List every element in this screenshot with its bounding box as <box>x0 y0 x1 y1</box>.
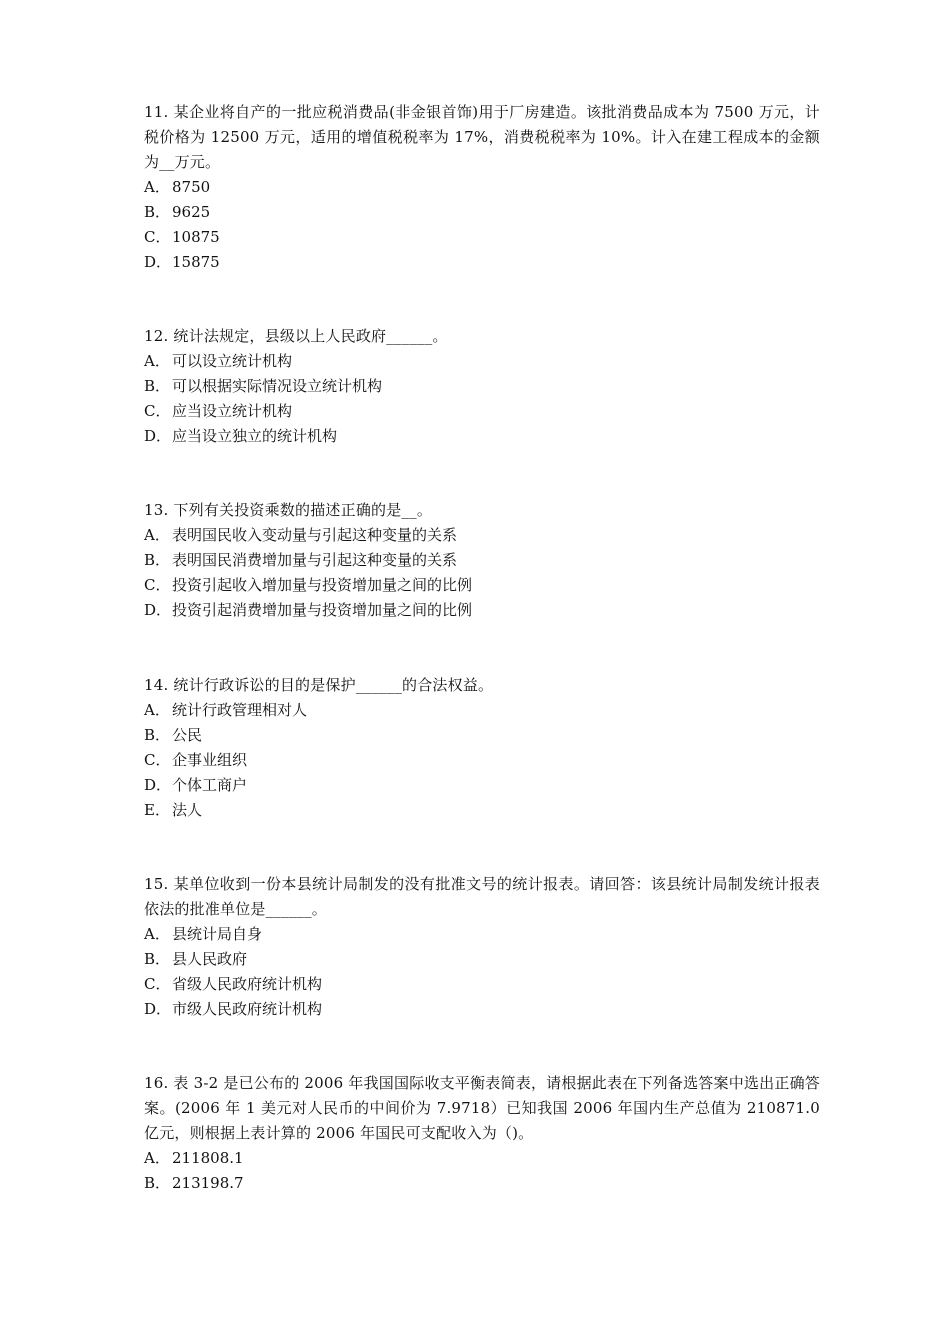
question-12 <box>144 324 820 449</box>
option-text: 可以设立统计机构 <box>172 352 293 370</box>
option-d <box>144 997 820 1022</box>
option-b <box>144 200 820 225</box>
option-text: 应当设立独立的统计机构 <box>172 427 338 445</box>
option-letter: B． <box>144 551 171 569</box>
option-letter: C． <box>144 751 171 769</box>
option-c <box>144 399 820 424</box>
option-c <box>144 972 820 997</box>
option-letter: B． <box>144 203 171 221</box>
option-text: 211808.1 <box>172 1149 244 1167</box>
question-stem: 12. 统计法规定，县级以上人民政府______。 <box>144 327 448 345</box>
question-stem: 13. 下列有关投资乘数的描述正确的是__。 <box>144 501 433 519</box>
option-letter: D． <box>144 601 172 619</box>
option-letter: A． <box>144 178 170 196</box>
option-text: 县人民政府 <box>172 950 248 968</box>
option-text: 企事业组织 <box>172 751 248 769</box>
option-letter: A． <box>144 526 170 544</box>
option-text: 县统计局自身 <box>172 925 263 943</box>
option-text: 法人 <box>172 801 203 819</box>
question-16 <box>144 1071 820 1196</box>
option-b <box>144 374 820 399</box>
question-stem: 16. 表 3-2 是已公布的 2006 年我国国际收支平衡表简表，请根据此表在下列备选答案中选出正确答案。(2006 年 1 美元对人民币的中间价为 7.9718）已知我国 2006 年国内生产总值为 210871.0 亿元，则根据上表计算的 2006 年国民可支配收入为（)。 <box>144 1074 820 1142</box>
option-d <box>144 424 820 449</box>
question-13 <box>144 498 820 623</box>
option-letter: C． <box>144 402 171 420</box>
option-letter: B． <box>144 950 171 968</box>
option-c <box>144 225 820 250</box>
option-text: 公民 <box>172 726 203 744</box>
option-letter: B． <box>144 377 171 395</box>
option-text: 15875 <box>172 253 220 271</box>
option-letter: A． <box>144 701 170 719</box>
option-a <box>144 523 820 548</box>
question-stem: 15. 某单位收到一份本县统计局制发的没有批准文号的统计报表。请回答：该县统计局制发统计报表依法的批准单位是______。 <box>144 875 820 918</box>
option-text: 表明国民消费增加量与引起这种变量的关系 <box>172 551 458 569</box>
option-a <box>144 349 820 374</box>
option-b <box>144 947 820 972</box>
option-text: 10875 <box>172 228 220 246</box>
option-c <box>144 573 820 598</box>
option-text: 市级人民政府统计机构 <box>172 1000 323 1018</box>
option-text: 可以根据实际情况设立统计机构 <box>172 377 383 395</box>
option-letter: C． <box>144 576 171 594</box>
option-b <box>144 723 820 748</box>
option-letter: C． <box>144 228 171 246</box>
option-text: 应当设立统计机构 <box>172 402 293 420</box>
option-text: 8750 <box>172 178 211 196</box>
question-15 <box>144 872 820 1022</box>
option-letter: D． <box>144 1000 172 1018</box>
question-14 <box>144 673 820 823</box>
option-text: 9625 <box>172 203 211 221</box>
option-letter: E． <box>144 801 170 819</box>
option-letter: B． <box>144 726 171 744</box>
question-11 <box>144 100 820 275</box>
option-text: 统计行政管理相对人 <box>172 701 308 719</box>
option-d <box>144 598 820 623</box>
option-d <box>144 773 820 798</box>
option-b <box>144 1171 820 1196</box>
question-stem: 14. 统计行政诉讼的目的是保护______的合法权益。 <box>144 676 494 694</box>
option-text: 省级人民政府统计机构 <box>172 975 323 993</box>
option-text: 投资引起收入增加量与投资增加量之间的比例 <box>172 576 473 594</box>
option-letter: D． <box>144 253 172 271</box>
option-d <box>144 250 820 275</box>
option-text: 投资引起消费增加量与投资增加量之间的比例 <box>172 601 473 619</box>
option-letter: C． <box>144 975 171 993</box>
option-letter: A． <box>144 925 170 943</box>
question-stem: 11. 某企业将自产的一批应税消费品(非金银首饰)用于厂房建造。该批消费品成本为 7500 万元，计税价格为 12500 万元，适用的增值税税率为 17%，消费税税率为 10%。计入在建工程成本的金额为__万元。 <box>144 103 820 171</box>
option-b <box>144 548 820 573</box>
option-letter: B． <box>144 1174 171 1192</box>
option-e <box>144 798 820 823</box>
option-letter: D． <box>144 427 172 445</box>
option-c <box>144 748 820 773</box>
option-text: 表明国民收入变动量与引起这种变量的关系 <box>172 526 458 544</box>
option-text: 213198.7 <box>172 1174 244 1192</box>
option-letter: A． <box>144 352 170 370</box>
option-a <box>144 1146 820 1171</box>
option-letter: D． <box>144 776 172 794</box>
option-a <box>144 698 820 723</box>
option-letter: A． <box>144 1149 170 1167</box>
option-text: 个体工商户 <box>172 776 248 794</box>
option-a <box>144 175 820 200</box>
option-a <box>144 922 820 947</box>
